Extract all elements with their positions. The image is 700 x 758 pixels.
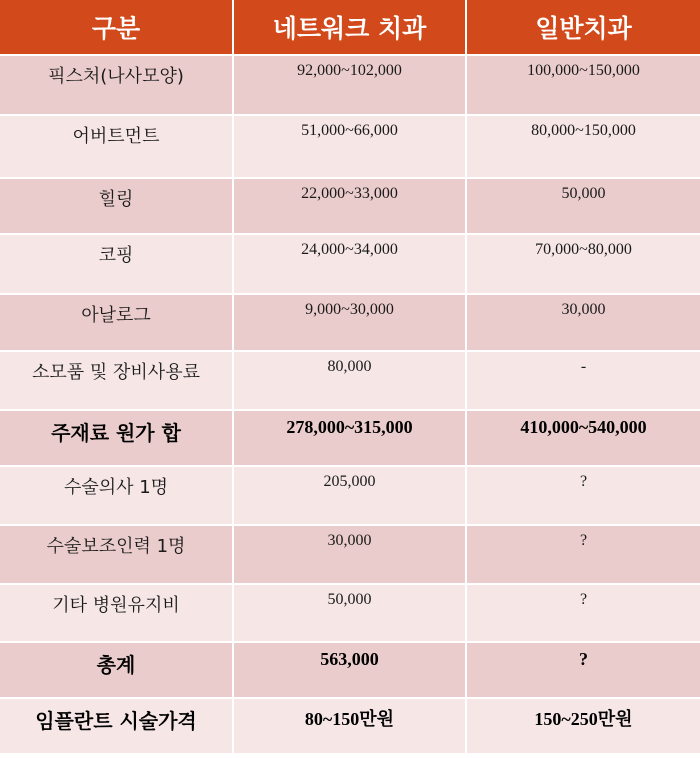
general-value: 50,000	[561, 185, 606, 202]
general-value: 410,000~540,000	[520, 417, 647, 437]
table-row	[0, 466, 700, 525]
general-value: 150~250만원	[534, 709, 633, 729]
row-label: 코핑	[98, 245, 134, 266]
table-row	[0, 584, 700, 642]
network-value: 50,000	[327, 591, 372, 608]
table-header	[0, 0, 700, 55]
general-value: 80,000~150,000	[531, 122, 636, 139]
table-row	[0, 642, 700, 698]
table-row	[0, 115, 700, 178]
table-row	[0, 525, 700, 584]
table-row	[0, 178, 700, 234]
general-value: ?	[579, 532, 588, 549]
network-value: 92,000~102,000	[297, 62, 402, 79]
row-label: 기타 병원유지비	[52, 595, 180, 616]
general-value: 100,000~150,000	[527, 62, 640, 79]
row-label: 수술의사 1명	[63, 477, 169, 498]
network-value: 9,000~30,000	[305, 301, 394, 318]
network-value: 80~150만원	[304, 709, 395, 729]
network-value: 80,000	[327, 358, 372, 375]
table-row	[0, 698, 700, 753]
row-label: 힐링	[98, 189, 134, 210]
table-row	[0, 351, 700, 410]
row-label: 어버트먼트	[72, 126, 160, 147]
network-value: 278,000~315,000	[286, 417, 413, 437]
row-label: 수술보조인력 1명	[46, 536, 186, 557]
network-value: 30,000	[327, 532, 372, 549]
network-value: 24,000~34,000	[301, 241, 398, 258]
general-value: 30,000	[561, 301, 606, 318]
row-label: 주재료 원가 합	[51, 421, 181, 445]
row-label: 아날로그	[81, 305, 151, 326]
row-label: 총계	[96, 653, 136, 677]
row-label: 픽스처(나사모양)	[48, 66, 184, 87]
table-row	[0, 55, 700, 115]
network-value: 563,000	[320, 649, 379, 669]
general-value: -	[580, 358, 587, 375]
general-value: 70,000~80,000	[535, 241, 632, 258]
table-row	[0, 410, 700, 466]
row-label: 소모품 및 장비사용료	[32, 362, 200, 383]
row-label: 임플란트 시술가격	[35, 709, 197, 733]
header-category: 구분	[0, 0, 233, 55]
table-row	[0, 234, 700, 294]
header-network-dental: 네트워크 치과	[233, 0, 466, 55]
network-value: 22,000~33,000	[301, 185, 398, 202]
header-general-dental: 일반치과	[466, 0, 700, 55]
table-row	[0, 294, 700, 351]
network-value: 51,000~66,000	[301, 122, 398, 139]
general-value: ?	[579, 649, 588, 669]
network-value: 205,000	[323, 473, 376, 490]
general-value: ?	[579, 473, 588, 490]
general-value: ?	[579, 591, 588, 608]
